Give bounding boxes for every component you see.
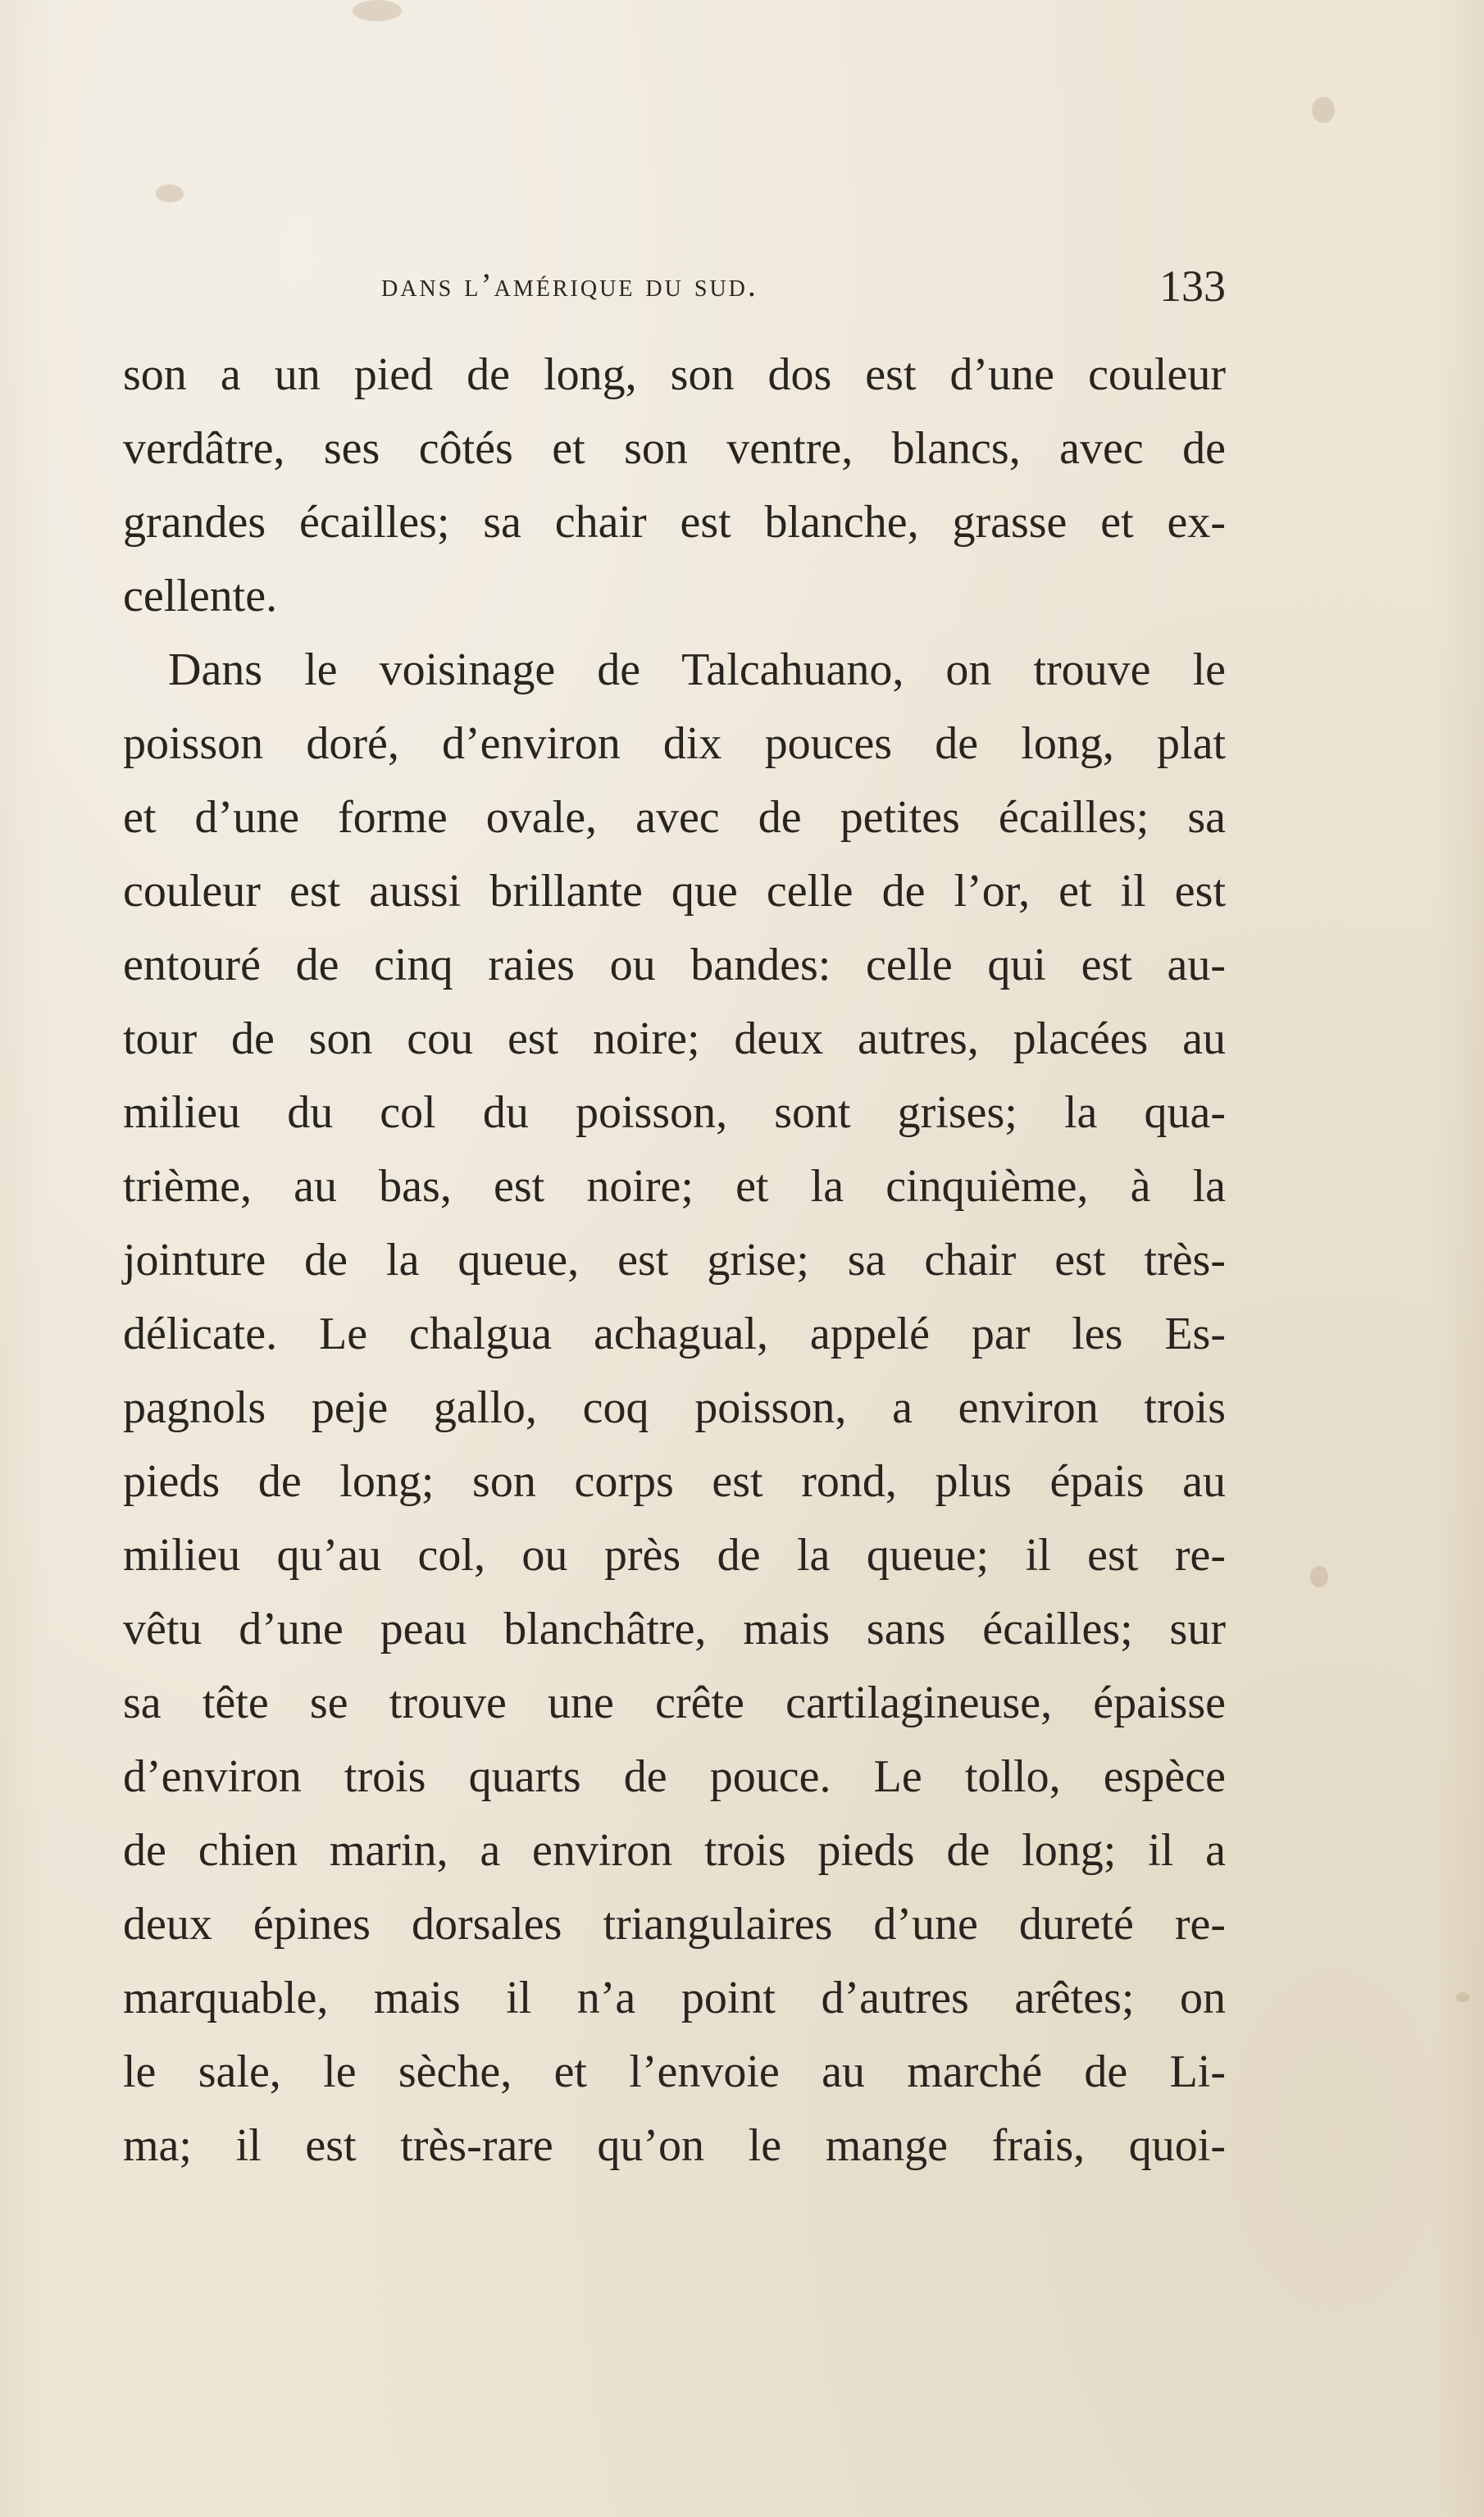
text-line: milieu du col du poisson, sont grises; la qua- bbox=[123, 1087, 1226, 1138]
text-line: Dans le voisinage de Talcahuano, on trouve le bbox=[168, 644, 1226, 695]
paper-stain bbox=[353, 0, 402, 21]
text-line: délicate. Le chalgua achagual, appelé par les Es- bbox=[123, 1309, 1226, 1359]
text-line: marquable, mais il n’a point d’autres arêtes; on bbox=[123, 1973, 1226, 2023]
text-line: ma; il est très-rare qu’on le mange frais, quoi- bbox=[123, 2120, 1226, 2171]
page-number: 133 bbox=[1159, 262, 1226, 311]
text-line: d’environ trois quarts de pouce. Le tollo, espèce bbox=[123, 1751, 1226, 1802]
text-line: jointure de la queue, est grise; sa chair est très- bbox=[123, 1235, 1226, 1286]
text-line: verdâtre, ses côtés et son ventre, blancs, avec de bbox=[123, 423, 1226, 474]
text-line: pagnols peje gallo, coq poisson, a environ trois bbox=[123, 1382, 1226, 1433]
text-line: poisson doré, d’environ dix pouces de long, plat bbox=[123, 718, 1226, 769]
page-header bbox=[123, 261, 1226, 310]
text-line: sa tête se trouve une crête cartilagineuse, épaisse bbox=[123, 1677, 1226, 1728]
paper-stain bbox=[1456, 1992, 1469, 2002]
text-line: vêtu d’une peau blanchâtre, mais sans écailles; sur bbox=[123, 1604, 1226, 1654]
text-line: couleur est aussi brillante que celle de l’or, et il est bbox=[123, 866, 1226, 917]
text-line: entouré de cinq raies ou bandes: celle qui est au- bbox=[123, 940, 1226, 990]
text-line: de chien marin, a environ trois pieds de long; il a bbox=[123, 1825, 1226, 1876]
text-line: deux épines dorsales triangulaires d’une dureté re- bbox=[123, 1899, 1226, 1950]
text-line: grandes écailles; sa chair est blanche, grasse et ex- bbox=[123, 497, 1226, 548]
paper-stain bbox=[1310, 1566, 1328, 1587]
text-line: son a un pied de long, son dos est d’une couleur bbox=[123, 349, 1226, 400]
text-line: cellente. bbox=[123, 571, 278, 621]
body-text bbox=[123, 338, 1226, 2182]
text-line: et d’une forme ovale, avec de petites écailles; sa bbox=[123, 792, 1226, 843]
running-head: dans l’amérique du sud. bbox=[381, 266, 758, 303]
text-line: milieu qu’au col, ou près de la queue; il est re- bbox=[123, 1530, 1226, 1581]
text-line: trième, au bas, est noire; et la cinquième, à la bbox=[123, 1161, 1226, 1212]
paper-stain bbox=[1312, 97, 1335, 123]
text-line: tour de son cou est noire; deux autres, placées au bbox=[123, 1013, 1226, 1064]
text-line: le sale, le sèche, et l’envoie au marché de Li- bbox=[123, 2046, 1226, 2097]
paper-stain bbox=[156, 184, 184, 203]
text-line: pieds de long; son corps est rond, plus épais au bbox=[123, 1456, 1226, 1507]
